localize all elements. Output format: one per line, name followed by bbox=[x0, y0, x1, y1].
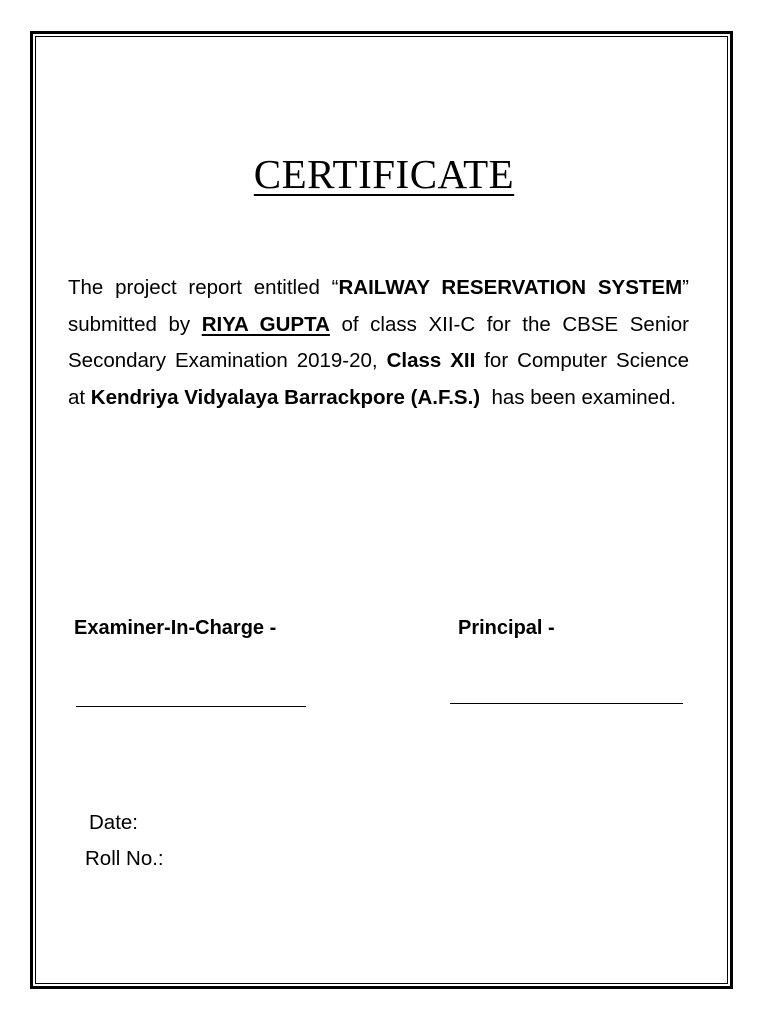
examiner-signature-line bbox=[76, 706, 306, 707]
class-name: Class XII bbox=[386, 349, 476, 372]
principal-label: Principal - bbox=[458, 617, 555, 639]
body-text-submitted: ” submitted by bbox=[68, 276, 689, 336]
body-text-subject: for Computer Science at bbox=[68, 349, 689, 409]
student-name: RIYA GUPTA bbox=[201, 312, 330, 336]
school-name: Kendriya Vidyalaya Barrackpore (A.F.S.) bbox=[90, 385, 481, 409]
body-text-examined: has been examined. bbox=[480, 385, 677, 409]
certificate-title: CERTIFICATE bbox=[253, 151, 515, 197]
roll-number-label: Roll No.: bbox=[85, 847, 164, 870]
body-text-intro: The project report entitled “ bbox=[68, 276, 339, 299]
principal-signature-line bbox=[450, 703, 683, 704]
certificate-body bbox=[68, 270, 689, 416]
project-name: RAILWAY RESERVATION SYSTEM bbox=[338, 276, 683, 299]
date-label: Date: bbox=[89, 811, 138, 834]
body-text-class: of class XII-C for the CBSE Senior Secondary Examination 2019-20, bbox=[68, 312, 690, 372]
examiner-label: Examiner-In-Charge - bbox=[74, 617, 277, 639]
